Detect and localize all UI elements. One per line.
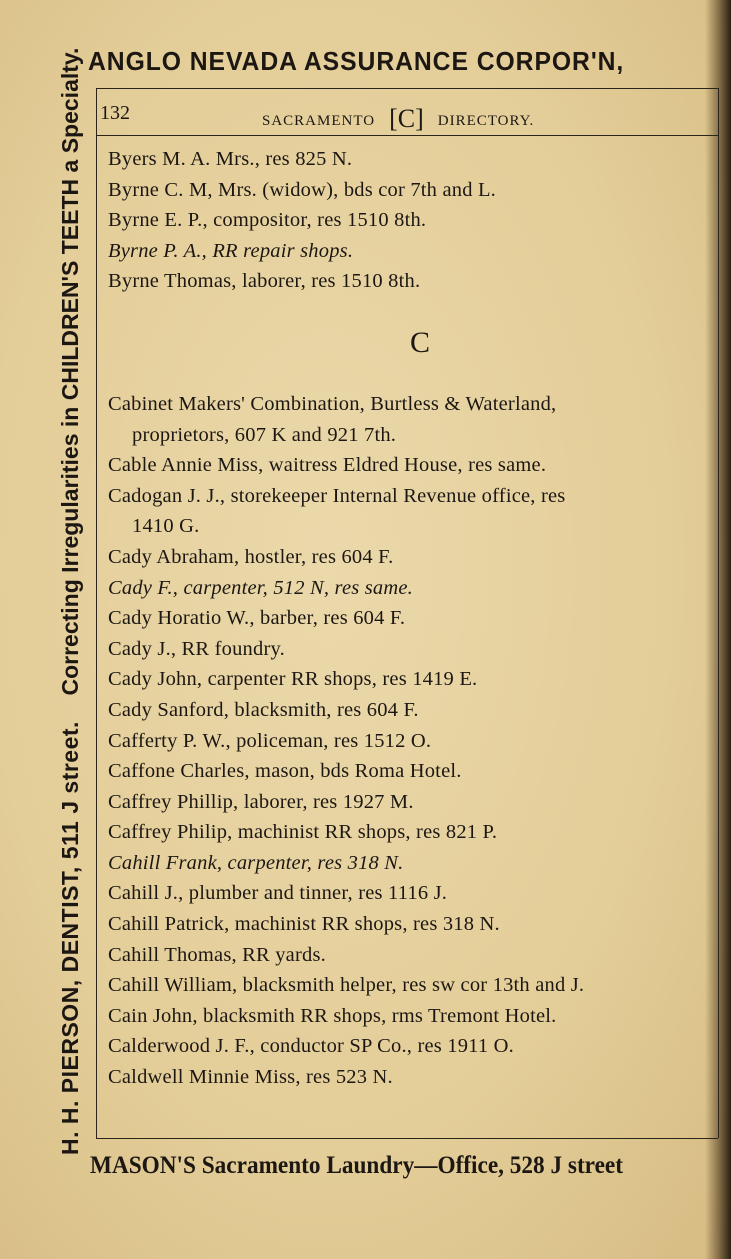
directory-entry: Byers M. A. Mrs., res 825 N. (108, 148, 353, 170)
directory-entry: Cahill J., plumber and tinner, res 1116 J. (108, 882, 448, 905)
directory-entry: Cahill William, blacksmith helper, res sw cor 13th and J. (108, 974, 585, 997)
running-head-directory: DIRECTORY. (437, 113, 535, 129)
frame-rule-top (96, 88, 718, 89)
directory-entry: Cafferty P. W., policeman, res 1512 O. (108, 729, 432, 752)
directory-entry: Cady F., carpenter, 512 N, res same. (108, 576, 414, 599)
directory-entry: Byrne C. M, Mrs. (widow), bds cor 7th and L. (108, 178, 497, 201)
directory-entry: Cady Sanford, blacksmith, res 604 F. (108, 698, 419, 721)
frame-rule-bottom (96, 1138, 718, 1139)
directory-entry: Cahill Frank, carpenter, res 318 N. (108, 851, 404, 874)
section-letter-heading: C (409, 325, 430, 359)
directory-entry: Caffrey Phillip, laborer, res 1927 M. (108, 790, 414, 813)
entry-continuation: proprietors, 607 K and 921 7th. (132, 423, 397, 446)
directory-entry: Cady John, carpenter RR shops, res 1419 E. (108, 668, 478, 691)
entry-line: Cadogan J. J., storekeeper Internal Revenue office, res (108, 484, 566, 507)
directory-entry: Byrne Thomas, laborer, res 1510 8th. (108, 270, 421, 293)
side-banner-dentist: H. H. PIERSON, DENTIST, 511 J street. (57, 721, 83, 1155)
entry-line: Cabinet Makers' Combination, Burtless & Waterland, (108, 392, 557, 415)
directory-entry: Cahill Patrick, machinist RR shops, res 318 N. (108, 913, 500, 936)
running-head-letter: [C] (389, 104, 424, 133)
directory-entry: Cady Horatio W., barber, res 604 F. (108, 607, 406, 630)
directory-entry (108, 389, 712, 450)
directory-entry: Caffone Charles, mason, bds Roma Hotel. (108, 760, 462, 783)
directory-entry: Cable Annie Miss, waitress Eldred House, res same. (108, 454, 547, 477)
top-advertisement-banner: ANGLO NEVADA ASSURANCE CORPOR'N, (88, 46, 625, 76)
directory-entry: Calderwood J. F., conductor SP Co., res 1911 O. (108, 1035, 514, 1058)
frame-rule-left (96, 88, 97, 1138)
running-header (100, 96, 700, 133)
directory-entry: Byrne P. A., RR repair shops. (108, 239, 354, 262)
page-number: 132 (100, 102, 130, 124)
bottom-advertisement-banner: MASON'S Sacramento Laundry—Office, 528 J street (90, 1152, 623, 1179)
directory-entry: Byrne E. P., compositor, res 1510 8th. (108, 209, 427, 232)
directory-entry: Cahill Thomas, RR yards. (108, 943, 326, 966)
frame-rule-right (718, 88, 719, 1138)
directory-entry: Cady Abraham, hostler, res 604 F. (108, 545, 394, 568)
directory-entry: Cain John, blacksmith RR shops, rms Tremont Hotel. (108, 1004, 557, 1027)
directory-entry: Caffrey Philip, machinist RR shops, res 821 P. (108, 821, 498, 844)
directory-entry: Caldwell Minnie Miss, res 523 N. (108, 1066, 393, 1089)
directory-entry (108, 481, 712, 542)
directory-entry: Cady J., RR foundry. (108, 637, 285, 660)
running-head-city: SACRAMENTO (262, 113, 376, 129)
side-banner-specialty: Correcting Irregularities in CHILDREN'S TEETH a Specialty. (57, 47, 83, 696)
running-head-title (262, 102, 534, 132)
directory-entries (108, 144, 712, 1093)
side-advertisement-banner (50, 47, 90, 1155)
header-rule (96, 135, 718, 136)
entry-continuation: 1410 G. (132, 515, 200, 538)
